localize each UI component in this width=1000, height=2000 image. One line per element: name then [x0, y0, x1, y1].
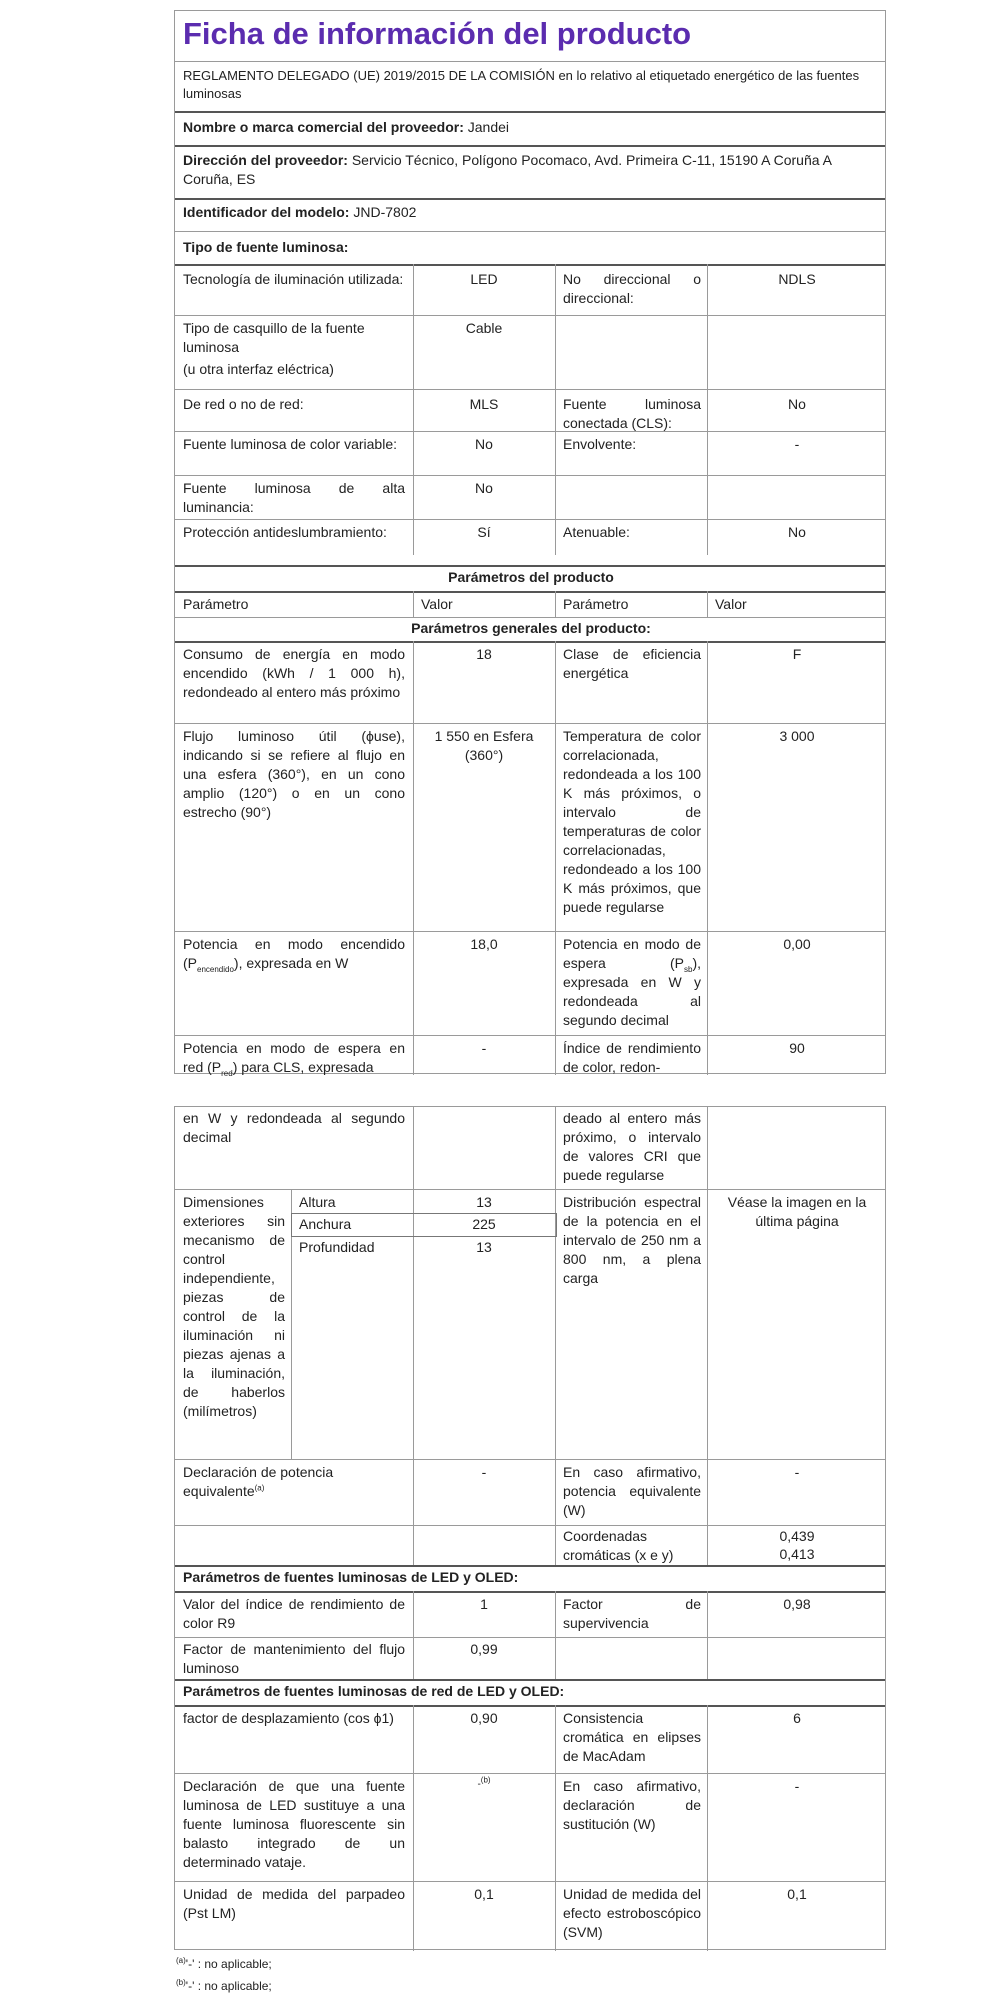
energy-class-value: F: [792, 646, 802, 662]
depth-value: 13: [476, 1239, 492, 1255]
footnote-a-ref: (a): [254, 1483, 265, 1493]
envelope-value: -: [794, 436, 800, 452]
mains-led-params-heading: Parámetros de fuentes luminosas de red de LED y OLED:: [183, 1683, 565, 1699]
color-variable-value: No: [475, 436, 493, 452]
dimmable-value: No: [788, 524, 806, 540]
macadam-value: 6: [793, 1710, 801, 1726]
col-header-param-2: Parámetro: [563, 596, 629, 612]
height-value: 13: [476, 1194, 492, 1210]
cap-value: Cable: [465, 320, 503, 336]
luminous-flux-value: 1 550 en Esfera (360°): [434, 728, 534, 763]
anti-glare-label: Protección antideslumbramiento:: [183, 524, 387, 540]
survival-factor-label: Factor de supervivencia: [563, 1596, 701, 1631]
supplier-address-row: [183, 151, 875, 189]
cap-label-main: Tipo de casquillo de la fuente luminosa: [183, 320, 365, 355]
chromaticity-label: Coordenadas cromáticas (x e y): [563, 1528, 674, 1563]
stroboscopic-value: 0,1: [787, 1886, 807, 1902]
lumen-maintenance-label: Factor de mantenimiento del flujo luminoso: [183, 1641, 405, 1676]
tech-value: LED: [470, 271, 498, 287]
high-luminance-value: No: [475, 480, 493, 496]
fluorescent-replacement-label: Declaración de que una fuente luminosa de LED sustituye a una fuente luminosa fluorescente sin balasto integrado de un determinado vataje.: [183, 1778, 405, 1870]
equivalent-power-label: Declaración de potencia equivalente$^{(a)}$: [183, 1464, 334, 1499]
standby-power-label: Potencia en modo de espera $(P_{sb})$, expresada en W y redondeada al segundo decimal: [563, 936, 701, 1028]
replacement-yes-value: -: [794, 1778, 800, 1794]
product-params-heading: Parámetros del producto: [448, 569, 614, 585]
height-label: Altura: [299, 1194, 336, 1210]
envelope-label: Envolvente:: [563, 436, 637, 452]
model-value: JND-7802: [353, 204, 417, 220]
cls-value: No: [788, 396, 806, 412]
general-params-heading: Parámetros generales del producto:: [411, 620, 651, 636]
macadam-label: Consistencia cromática en elipses de MacAdam: [563, 1710, 701, 1764]
regulation-text: REGLAMENTO DELEGADO (UE) 2019/2015 DE LA COMISIÓN en lo relativo al etiquetado energético de las fuentes luminosas: [183, 68, 860, 101]
high-luminance-label: Fuente luminosa de alta luminancia:: [183, 480, 405, 515]
r9-label: Valor del índice de rendimiento de color R9: [183, 1596, 405, 1631]
supplier-name-value: Jandei: [467, 119, 510, 135]
lumen-maintenance-value: 0,99: [470, 1641, 498, 1657]
direction-label: No direccional o direccional:: [563, 271, 701, 306]
luminous-flux-label: Flujo luminoso útil (ϕuse), indicando si se refiere al flujo en una esfera (360°), en un cono amplio (120°) o en un cono estrecho (90°): [183, 728, 405, 820]
led-params-heading: Parámetros de fuentes luminosas de LED y OLED:: [183, 1569, 519, 1585]
footnote-a: $^{(a)}$'-' : no aplicable;: [176, 1956, 272, 1971]
cri-label-cont: deado al entero más próximo, o intervalo de valores CRI que puede regularse: [563, 1110, 701, 1183]
fluorescent-replacement-value: -$^{(b)}$: [477, 1775, 491, 1790]
mains-value: MLS: [469, 396, 499, 412]
color-variable-label: Fuente luminosa de color variable:: [183, 436, 398, 452]
direction-value: NDLS: [778, 271, 816, 287]
cap-label-sub: (u otra interfaz eléctrica): [183, 361, 334, 377]
supplier-address-value: Servicio Técnico, Polígono Pocomaco, Avd. Primeira C-11, 15190 A Coruña A Coruña, ES: [183, 152, 832, 187]
anti-glare-value: Sí: [477, 524, 491, 540]
energy-class-label: Clase de eficiencia energética: [563, 646, 701, 681]
page-title: Ficha de información del producto: [183, 16, 692, 51]
on-mode-power-label: Potencia en modo encendido $(P_{encendido})$, expresada en W: [183, 936, 405, 974]
footnote-b-ref: (b): [480, 1775, 491, 1785]
model-row: [183, 203, 873, 222]
networked-standby-value: -: [481, 1040, 487, 1056]
cri-value: 90: [789, 1040, 805, 1056]
cap-label: [183, 319, 405, 379]
light-source-type-heading: Tipo de fuente luminosa:: [183, 239, 349, 255]
tech-label: Tecnología de iluminación utilizada:: [183, 271, 404, 287]
cct-value: 3 000: [779, 728, 815, 744]
spectral-distribution-label: Distribución espectral de la potencia en el intervalo de 250 nm a 800 nm, a plena carga: [563, 1194, 701, 1286]
networked-standby-label: Potencia en modo de espera en red $(P_{red})$ para CLS, expresada: [183, 1040, 405, 1078]
flicker-value: 0,1: [474, 1886, 494, 1902]
col-header-value-1: Valor: [421, 596, 453, 612]
depth-label: Profundidad: [299, 1239, 375, 1255]
equivalent-power-yes-value: -: [794, 1464, 800, 1480]
cls-label: Fuente luminosa conectada (CLS):: [563, 396, 701, 431]
equivalent-power-yes-label: En caso afirmativo, potencia equivalente (W): [563, 1464, 701, 1518]
product-sheet-page-2: [174, 1106, 886, 1950]
col-header-value-2: Valor: [715, 596, 747, 612]
footnote-b: $^{(b)}$'-' : no aplicable;: [176, 1978, 272, 1993]
dimmable-label: Atenuable:: [563, 524, 630, 540]
stroboscopic-label: Unidad de medida del efecto estroboscópico (SVM): [563, 1886, 701, 1940]
supplier-name-label: Nombre o marca comercial del proveedor:: [183, 119, 464, 135]
width-value: 225: [472, 1216, 496, 1232]
replacement-yes-label: En caso afirmativo, declaración de sustitución (W): [563, 1778, 701, 1832]
cct-label: Temperatura de color correlacionada, redondeada a los 100 K más próximos, o intervalo de temperaturas de color correlacionadas, redondeado a los 100 K más próximos, que puede regularse: [563, 728, 701, 915]
mains-label: De red o no de red:: [183, 396, 304, 412]
product-sheet-page-1: [174, 10, 886, 1078]
r9-value: 1: [480, 1596, 488, 1612]
displacement-factor-value: 0,90: [470, 1710, 498, 1726]
flicker-label: Unidad de medida del parpadeo (Pst LM): [183, 1886, 405, 1921]
chromaticity-y: 0,413: [779, 1546, 815, 1562]
survival-factor-value: 0,98: [783, 1596, 811, 1612]
model-label: Identificador del modelo:: [183, 204, 350, 220]
cri-label: Índice de rendimiento de color, redon-: [563, 1040, 701, 1075]
supplier-address-label: Dirección del proveedor:: [183, 152, 348, 168]
energy-consumption-value: 18: [476, 646, 492, 662]
standby-power-value: 0,00: [783, 936, 811, 952]
energy-consumption-label: Consumo de energía en modo encendido (kWh / 1 000 h), redondeado al entero más próximo: [183, 646, 405, 700]
on-mode-power-value: 18,0: [470, 936, 498, 952]
supplier-name-row: [183, 118, 873, 137]
width-label: Anchura: [299, 1216, 352, 1232]
equivalent-power-value: -: [481, 1464, 487, 1480]
dimensions-label: Dimensiones exteriores sin mecanismo de control independiente, piezas de control de la iluminación ni piezas ajenas a la iluminación, de haberlos (milímetros): [183, 1194, 285, 1419]
networked-standby-label-cont: en W y redondeada al segundo decimal: [183, 1110, 405, 1145]
col-header-param-1: Parámetro: [183, 596, 249, 612]
chromaticity-x: 0,439: [779, 1528, 815, 1544]
spectral-distribution-value: Véase la imagen en la última página: [727, 1194, 867, 1229]
displacement-factor-label: factor de desplazamiento (cos ϕ1): [183, 1710, 394, 1726]
